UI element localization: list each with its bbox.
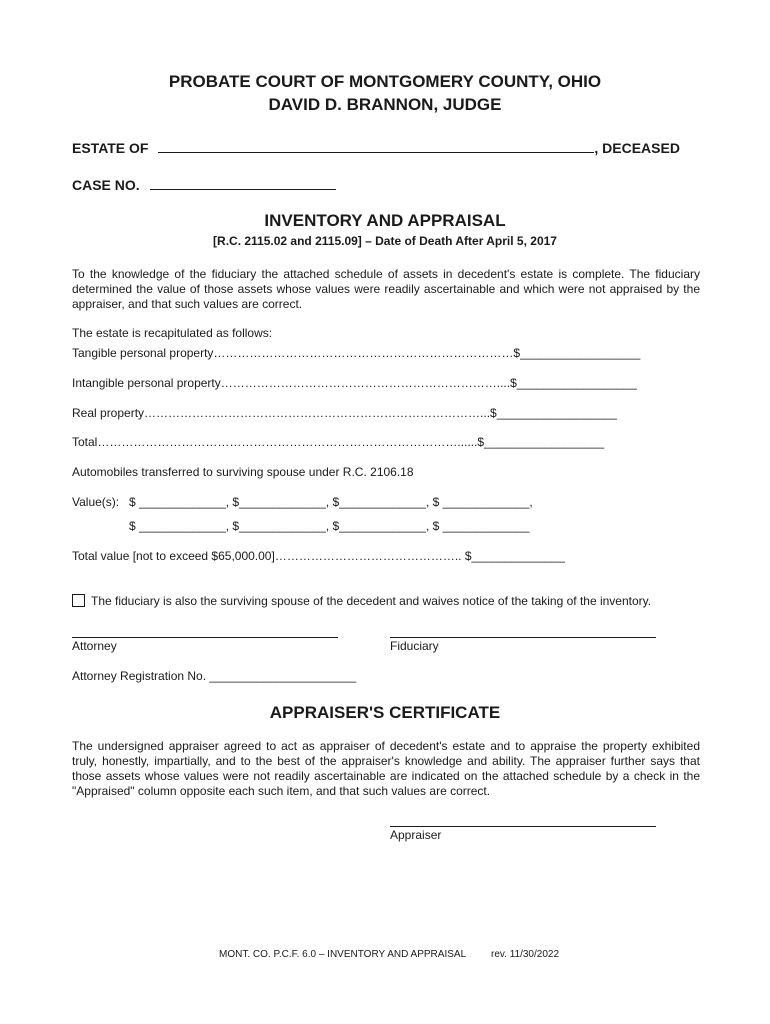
attorney-label: Attorney [72,639,117,653]
fiduciary-signature-line[interactable] [390,637,656,638]
footer-form-id: MONT. CO. P.C.F. 6.0 – INVENTORY AND APPRAISAL [219,949,467,960]
estate-row [72,138,680,156]
recap-row-total: Total………………………………………………………………………………......$__________________ [72,435,605,449]
vehicle-values-row-2[interactable]: $ _____________, $_____________, $_____________, $ _____________ [129,519,530,533]
form-title: INVENTORY AND APPRAISAL [264,211,506,230]
case-number-field[interactable] [150,175,336,190]
intro-paragraph: To the knowledge of the fiduciary the attached schedule of assets in decedent's estate is complete. The fiduciary determined the value of those assets whose values were readily ascertainable and which were not appraised by the appraiser, and that such values are correct. [72,267,700,311]
appraiser-signature-line[interactable] [390,826,656,827]
footer-revision: rev. 11/30/2022 [491,949,560,960]
vehicle-values-label: Value(s): [72,495,120,509]
estate-label: ESTATE OF [72,140,149,156]
attorney-registration-field[interactable]: ______________________ [209,669,357,683]
case-row [72,175,336,193]
vehicle-values-row-1[interactable]: $ _____________, $_____________, $_____________, $ _____________, [129,495,533,509]
total-value-field[interactable]: __________________ [484,435,605,449]
certificate-paragraph: The undersigned appraiser agreed to act as appraiser of decedent's estate and to appraise the property exhibited truly, honestly, impartially, and to the best of the appraiser's knowledge and ability. The appraiser further says that those assets whose values were not readily ascertainable are indicated on the attached schedule by a check in the "Appraised" column opposite each such item, and that such values are correct. [72,739,700,798]
recap-row-real: Real property…………………………………………………………………………...$__________________ [72,406,617,420]
surviving-spouse-checkbox[interactable] [72,594,85,607]
fiduciary-label: Fiduciary [390,639,439,653]
case-label: CASE NO. [72,177,140,193]
real-property-value-field[interactable]: __________________ [496,406,617,420]
attorney-signature-line[interactable] [72,637,338,638]
form-subtitle: [R.C. 2115.02 and 2115.09] – Date of Death After April 5, 2017 [213,234,557,248]
recap-row-intangible: Intangible personal property……………………………………………………………....$__________________ [72,376,637,390]
recap-heading: The estate is recapitulated as follows: [72,326,273,340]
judge-name: DAVID D. BRANNON, JUDGE [268,95,502,114]
deceased-label: , DECEASED [594,140,680,156]
appraiser-label: Appraiser [390,828,442,842]
vehicle-total-field[interactable]: ______________ [471,549,565,563]
certificate-title: APPRAISER'S CERTIFICATE [269,703,501,722]
estate-name-field[interactable] [158,138,594,153]
vehicle-total-row: Total value [not to exceed $65,000.00]……………………………………….. $______________ [72,549,565,563]
surviving-spouse-label: The fiduciary is also the surviving spouse of the decedent and waives notice of the taking of the inventory. [91,594,652,608]
court-title: PROBATE COURT OF MONTGOMERY COUNTY, OHIO [168,72,602,91]
recap-row-tangible: Tangible personal property…………………………………………………………………$__________________ [72,346,641,360]
attorney-registration-row: Attorney Registration No. ______________________ [72,669,357,683]
automobiles-heading: Automobiles transferred to surviving spouse under R.C. 2106.18 [72,465,414,479]
tangible-value-field[interactable]: __________________ [520,346,641,360]
intangible-value-field[interactable]: __________________ [516,376,637,390]
